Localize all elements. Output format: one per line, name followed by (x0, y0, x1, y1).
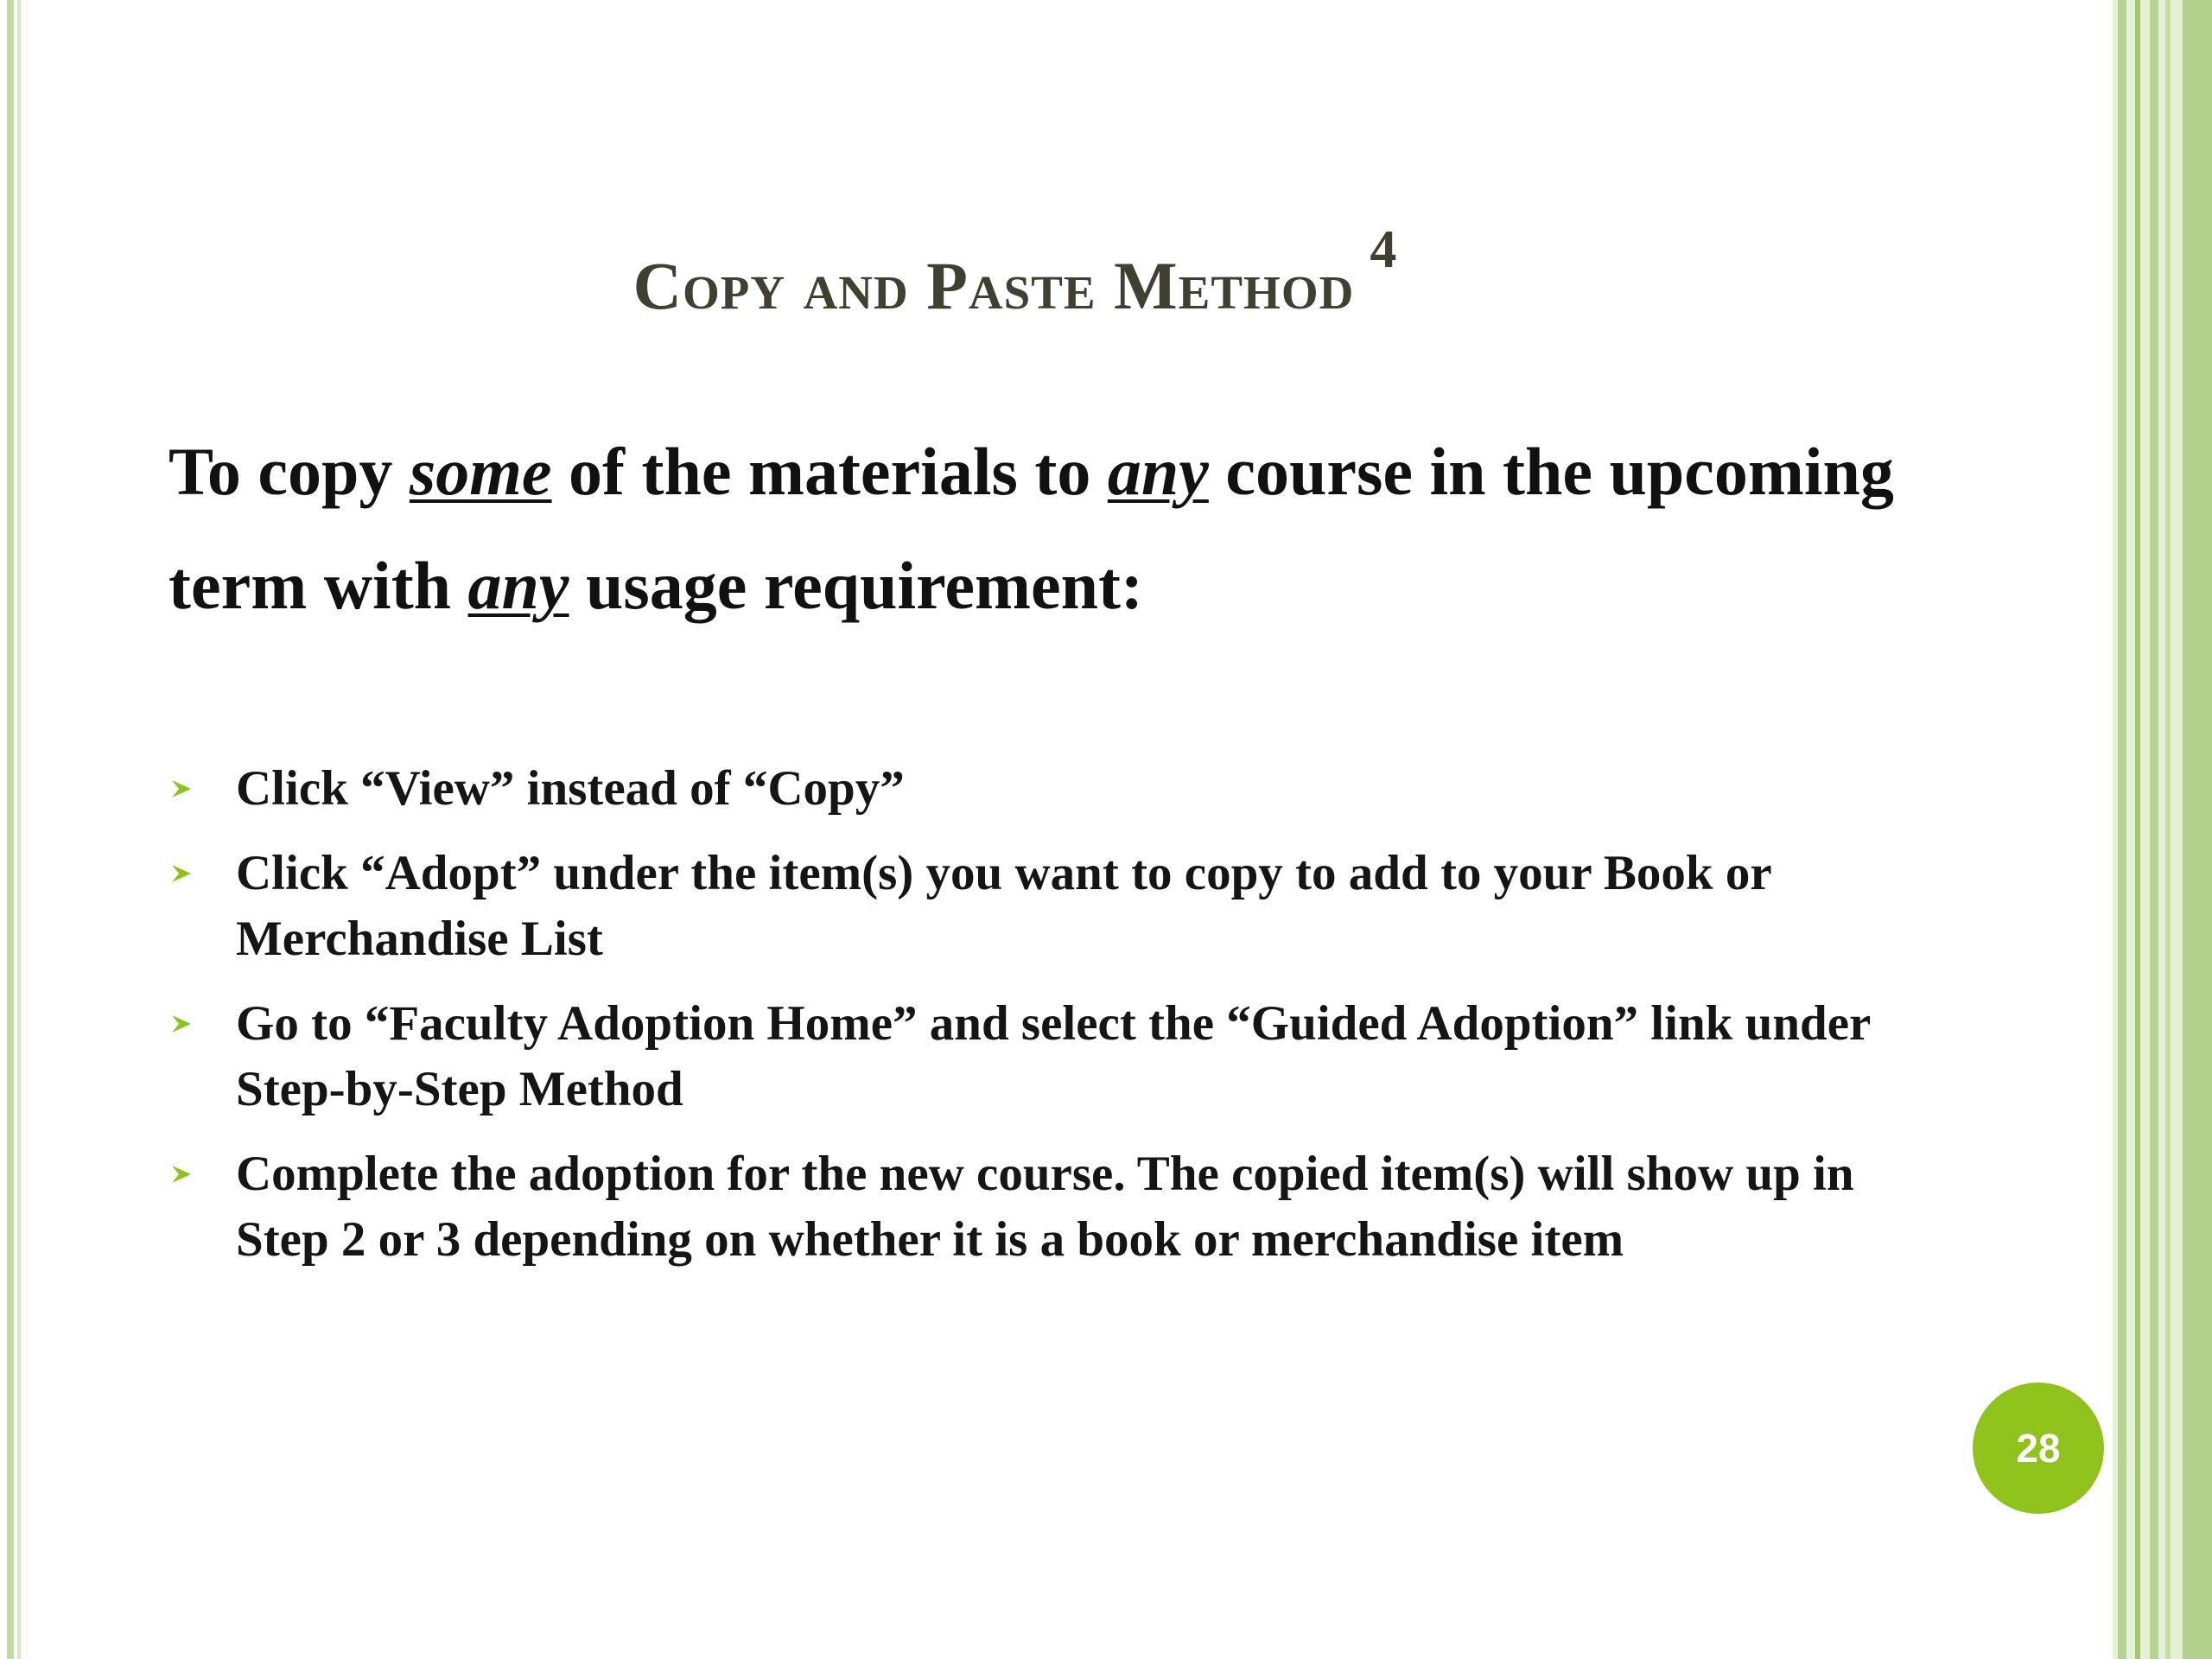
list-item-text: Complete the adoption for the new course. The copied item(s) will show up in Step 2 or 3 depending on whether it is a book or merchandise item (236, 1147, 1854, 1267)
slide-title-superscript: 4 (1370, 220, 1398, 279)
intro-text: of the materials to (551, 434, 1108, 509)
right-border-stripe (2118, 0, 2126, 1659)
intro-emphasis-any: any (467, 548, 569, 623)
intro-text: To copy (168, 434, 410, 509)
list-item-text: Go to “Faculty Adoption Home” and select the “Guided Adoption” link under Step-by-Step Method (236, 996, 1871, 1116)
list-item (168, 1141, 1914, 1273)
list-item-text: Click “View” instead of “Copy” (236, 761, 905, 816)
arrowhead-bullet-icon (168, 991, 194, 1057)
page-number-badge (1973, 1382, 2104, 1514)
list-item-text: Click “Adopt” under the item(s) you want to copy to add to your Book or Merchandise List (236, 846, 1771, 966)
right-border-stripe (2183, 0, 2212, 1659)
list-item (168, 756, 1914, 822)
list-item (168, 991, 1914, 1122)
arrowhead-bullet-icon (168, 841, 194, 906)
arrowhead-bullet-icon (168, 756, 194, 822)
slide-title-text: Copy and Paste Method (632, 248, 1355, 323)
intro-emphasis-some: some (409, 434, 552, 509)
list-item (168, 841, 1914, 972)
right-border-stripe (2165, 0, 2171, 1659)
slide-title (0, 220, 2031, 323)
intro-paragraph (168, 415, 1983, 643)
arrowhead-bullet-icon (168, 1141, 194, 1207)
intro-text: usage requirement: (569, 548, 1143, 623)
instruction-list (168, 756, 1914, 1292)
intro-emphasis-any: any (1107, 434, 1209, 509)
intro-text: course in the upcoming term with (168, 434, 1894, 623)
page-number: 28 (2016, 1426, 2061, 1471)
right-border-stripe (2135, 0, 2140, 1659)
right-border-stripe (2150, 0, 2158, 1659)
